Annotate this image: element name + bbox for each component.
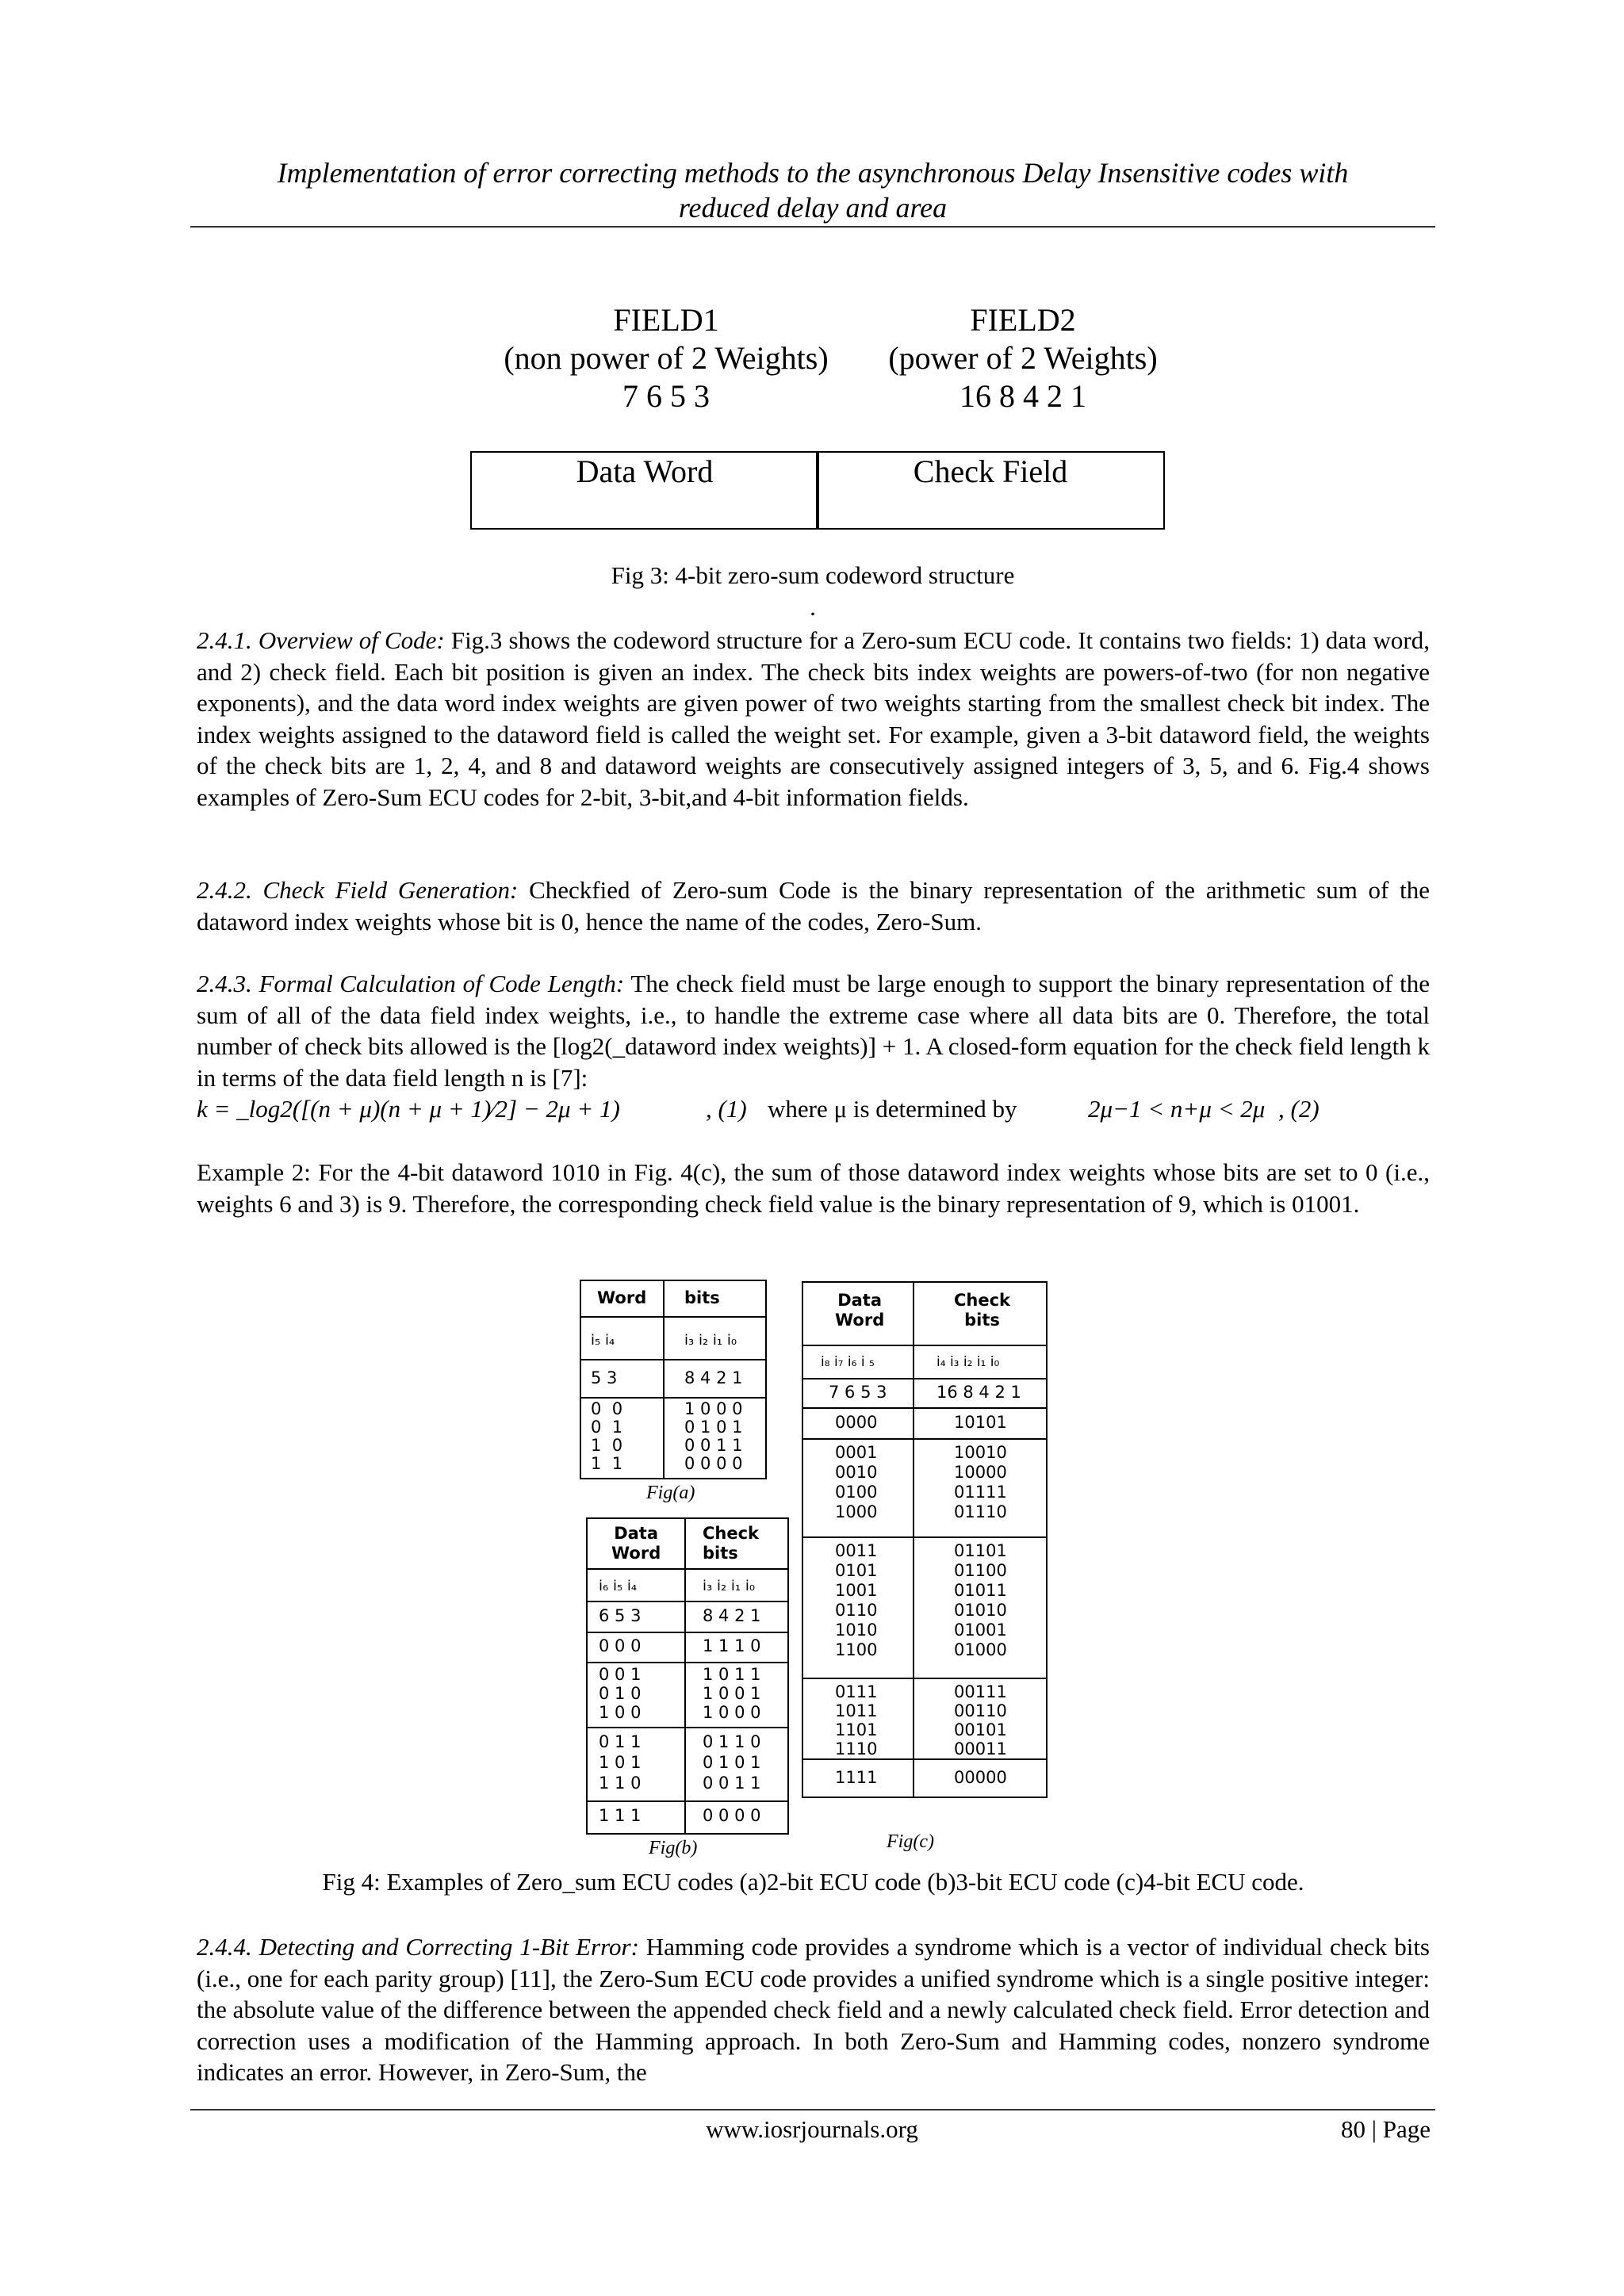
fig4c-group2-word: 0011 0101 1001 0110 1010 1100 (835, 1541, 878, 1659)
fig4c-header-word: Data Word (835, 1291, 885, 1330)
section-2-4-3 (197, 968, 1430, 1093)
fig4c-weights-word: 7 6 5 3 (829, 1383, 887, 1402)
header-line-1: Implementation of error correcting methods to the asynchronous Delay Insensitive codes with (277, 157, 1349, 189)
footer-page-number: 80 | Page (1341, 2115, 1431, 2143)
fig4a-header-word: Word (597, 1288, 647, 1307)
fig3-field2-label (856, 301, 1189, 415)
section-2-4-1 (197, 625, 1430, 813)
field1-subtitle: (non power of 2 Weights) (504, 340, 829, 376)
fig4c-index-word: i₈ i₇ i₆ i ₅ (821, 1354, 875, 1370)
check-field-label: Check Field (913, 453, 1068, 489)
fig4b-label: Fig(b) (649, 1838, 698, 1858)
fig4b-group1-check: 1 0 1 1 1 0 0 1 1 0 0 0 (703, 1665, 761, 1722)
fig4a-index-bits: i₃ i₂ i₁ i₀ (684, 1332, 737, 1349)
section-2-4-4-body: Hamming code provides a syndrome which is a vector of individual check bits (i.e., one for each parity group) [11], the Zero-Sum ECU code provides a unified syndrome which is a single positive integer: the absolute value of the difference between the appended check field and a newly calculated check field. Error detection and correction uses a modification of the Hamming approach. In both Zero-Sum and Hamming codes, nonzero syndrome indicates an error. However, in Zero-Sum, the (197, 1933, 1430, 2086)
fig4c-group4-check: 00000 (954, 1768, 1007, 1787)
section-2-4-2 (197, 874, 1430, 937)
section-2-4-3-body: The check field must be large enough to support the binary representation of the sum of all of the data field index weights, i.e., to handle the extreme case where all data bits are 0. Therefore, the total number of check bits allowed is the [log2(_dataword index weights)] + 1. A closed-form equation for the check field length k in terms of the data field length n is [7]: (197, 970, 1430, 1092)
data-word-box (470, 451, 819, 530)
fig4b-group3-check: 0 0 0 0 (703, 1806, 761, 1825)
fig4c-group0-word: 0000 (835, 1413, 878, 1432)
fig4-caption: Fig 4: Examples of Zero_sum ECU codes (a)2-bit ECU code (b)3-bit ECU code (c)4-bit ECU code. (322, 1868, 1304, 1896)
fig4a-bits: 1 0 0 0 0 1 0 1 0 0 1 1 0 0 0 0 (684, 1399, 743, 1473)
fig4a-words: 0 0 0 1 1 0 1 1 (591, 1399, 623, 1473)
equation-2: 2μ−1 < n+μ < 2μ (1088, 1095, 1266, 1123)
fig4b-header-check: Check bits (703, 1524, 760, 1563)
section-2-4-2-body: Checkfied of Zero-sum Code is the binary representation of the arithmetic sum of the dataword index weights whose bit is 0, hence the name of the codes, Zero-Sum. (197, 876, 1430, 936)
fig4c-group2-check: 01101 01100 01011 01010 01001 01000 (954, 1541, 1007, 1659)
fig4a-index-word: i₅ i₄ (591, 1332, 615, 1349)
check-field-box (816, 451, 1165, 530)
field2-title: FIELD2 (970, 302, 1076, 338)
eq-num-2: , (2) (1278, 1095, 1320, 1123)
fig4c-group1-check: 10010 10000 01111 01110 (954, 1443, 1007, 1521)
fig4b-group2-word: 0 1 1 1 0 1 1 1 0 (599, 1732, 642, 1793)
fig4b-table (586, 1517, 789, 1835)
fig4b-group0-word: 0 0 0 (599, 1636, 642, 1655)
fig4c-weights-check: 16 8 4 2 1 (936, 1383, 1021, 1402)
section-2-4-2-title: 2.4.2. Check Field Generation: (197, 876, 519, 904)
equation-1: k = _log2([(n + μ)(n + μ + 1)⁄2] − 2μ + 1) (197, 1095, 620, 1123)
fig4a-header-bits: bits (684, 1288, 720, 1307)
fig4a-table (580, 1280, 767, 1479)
fig4b-index-check: i₃ i₂ i₁ i₀ (703, 1578, 756, 1594)
fig4b-index-word: i₆ i₅ i₄ (599, 1578, 638, 1594)
fig4b-group0-check: 1 1 1 0 (703, 1636, 761, 1655)
field2-subtitle: (power of 2 Weights) (888, 340, 1158, 376)
running-header (190, 155, 1435, 225)
fig4b-group1-word: 0 0 1 0 1 0 1 0 0 (599, 1665, 642, 1722)
fig4a-weights-word: 5 3 (591, 1368, 618, 1387)
header-line-2: reduced delay and area (678, 192, 948, 224)
fig3-dot: . (810, 593, 816, 621)
section-2-4-4-title: 2.4.4. Detecting and Correcting 1-Bit Error: (197, 1933, 639, 1961)
fig4c-group1-word: 0001 0010 0100 1000 (835, 1443, 878, 1521)
field2-weights: 16 8 4 2 1 (959, 378, 1086, 414)
header-rule (190, 226, 1435, 228)
section-2-4-1-title: 2.4.1. Overview of Code: (197, 626, 445, 654)
equation-where: where μ is determined by (768, 1095, 1017, 1123)
eq-num-1: , (1) (706, 1095, 747, 1123)
equation-1-number (706, 1093, 747, 1124)
field1-title: FIELD1 (613, 302, 719, 338)
fig4c-group4-word: 1111 (835, 1768, 878, 1787)
section-2-4-3-title: 2.4.3. Formal Calculation of Code Length: (197, 970, 625, 997)
equation-2-number (1278, 1093, 1320, 1124)
example-2: Example 2: For the 4-bit dataword 1010 in Fig. 4(c), the sum of those dataword index weights whose bits are set to 0 (i.e., weights 6 and 3) is 9. Therefore, the corresponding check field value is the binary representation of 9, which is 01001. (197, 1158, 1430, 1218)
section-2-4-1-body: Fig.3 shows the codeword structure for a Zero-sum ECU code. It contains two fields: 1) data word, and 2) check field. Each bit position is given an index. The check bits index weights are powers-of-two (for non negative exponents), and the data word index weights are given power of two weights starting from the smallest check bit index. The index weights assigned to the dataword field is called the weight set. For example, given a 3-bit dataword field, the weights of the check bits are 1, 2, 4, and 8 and dataword weights are consecutively assigned integers of 3, 5, and 6. Fig.4 shows examples of Zero-Sum ECU codes for 2-bit, 3-bit,and 4-bit information fields. (197, 626, 1430, 811)
field1-weights: 7 6 5 3 (622, 378, 710, 414)
fig4c-header-check: Check bits (954, 1291, 1011, 1330)
fig3-field1-label (476, 301, 856, 415)
footer-rule (190, 2109, 1435, 2110)
fig4b-group2-check: 0 1 1 0 0 1 0 1 0 0 1 1 (703, 1732, 761, 1793)
fig3-caption: Fig 3: 4-bit zero-sum codeword structure (611, 561, 1015, 589)
fig4b-weights-word: 6 5 3 (599, 1606, 642, 1625)
fig4b-group3-word: 1 1 1 (599, 1806, 642, 1825)
fig4c-group3-word: 0111 1011 1101 1110 (835, 1682, 878, 1758)
fig4c-label: Fig(c) (887, 1831, 934, 1852)
data-word-label: Data Word (576, 453, 714, 489)
footer-site: www.iosrjournals.org (706, 2115, 918, 2143)
fig4c-group0-check: 10101 (954, 1413, 1007, 1432)
fig4b-header-word: Data Word (611, 1524, 661, 1563)
fig4a-weights-bits: 8 4 2 1 (684, 1368, 743, 1387)
fig4c-group3-check: 00111 00110 00101 00011 (954, 1682, 1007, 1758)
fig4c-index-check: i₄ i₃ i₂ i₁ i₀ (936, 1354, 1000, 1370)
fig4a-label: Fig(a) (646, 1483, 695, 1503)
section-2-4-4 (197, 1931, 1430, 2088)
fig4c-table (802, 1281, 1048, 1798)
fig4b-weights-check: 8 4 2 1 (703, 1606, 761, 1625)
